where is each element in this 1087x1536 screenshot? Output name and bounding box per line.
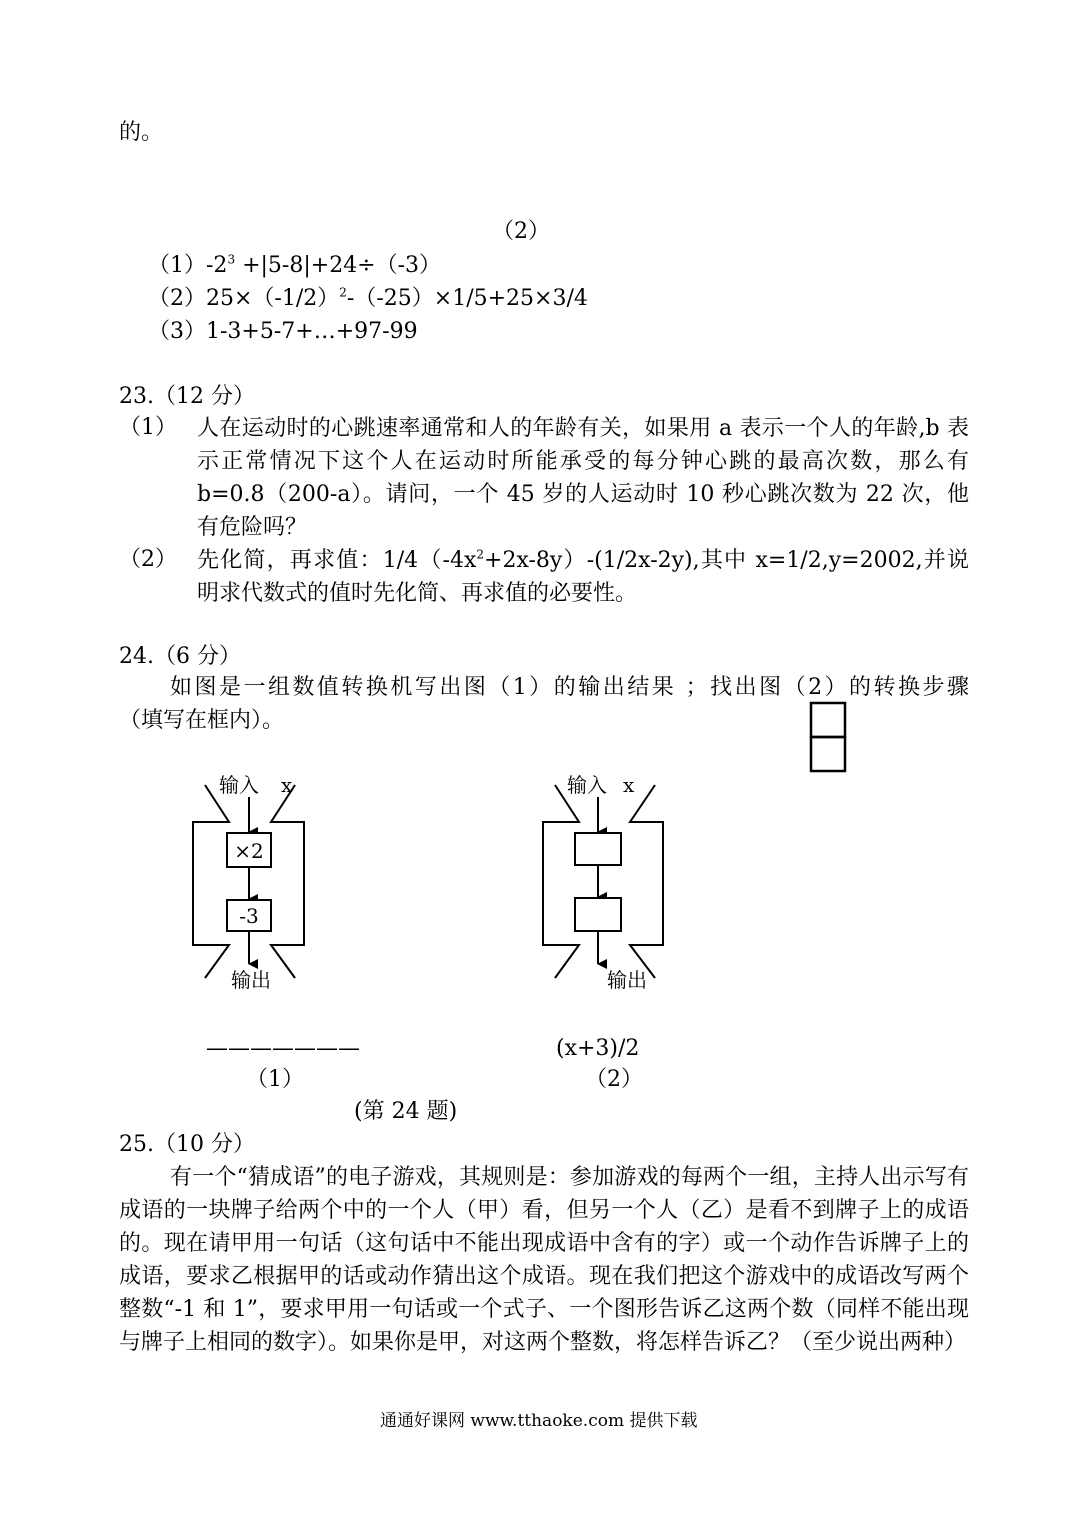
fig2-box-step1 <box>575 833 621 865</box>
q22-item-2: $(2)25\times(-1/2)^2-(-25)\times 1/5+25\times 3/4$ <box>148 285 588 311</box>
fig1-outline-left <box>193 785 229 978</box>
fig2-outline-left <box>543 785 579 978</box>
q22-part-marker: （2） <box>492 219 550 244</box>
q23-part-2-text: 先化简，再求值：$1/4(-4x^2+2x-8y)-(1/2x-2y)$,其中 x=1/2,y=2002,并说明求代数式的值时先化简、再求值的必要性。 <box>197 547 969 606</box>
q25-header: 25.（10 分） <box>119 1132 255 1157</box>
fig1-op2-text: -3 <box>239 904 259 928</box>
answer-box-stack <box>808 701 848 775</box>
q24-body-line-1: 如图是一组数值转换机写出图（1）的输出结果 ；找出图（2）的转换步骤 <box>170 675 969 700</box>
answer-box-top <box>811 703 845 737</box>
fig2-output-label: 输出 <box>607 968 647 992</box>
fig2-result: (x+3)/2 <box>556 1036 640 1061</box>
fig1-input-label: 输入 <box>219 773 259 797</box>
fig1-caption: （1） <box>246 1067 304 1092</box>
figure-caption: (第 24 题) <box>354 1099 458 1124</box>
fig2-input-label: 输入 <box>567 773 607 797</box>
fig2-caption: （2） <box>585 1067 643 1092</box>
figure-1-converter <box>185 765 335 1000</box>
q23-part-1-label: （1） <box>119 415 177 440</box>
q22-item-1: $(1)-2^3 +|5-8|+24\div(-3)$ <box>148 252 442 278</box>
q23-header: 23.（12 分） <box>119 384 255 409</box>
fig1-output-label: 输出 <box>231 968 271 992</box>
q23-part-1-text: 人在运动时的心跳速率通常和人的年龄有关，如果用 a 表示一个人的年龄,b 表示正常情况下这个人在运动时所能承受的每分钟心跳的最高次数，那么有 b=0.8（200-a）。请问，一个 45 岁的人运动时 10 秒心跳次数为 22 次，他有危险吗？ <box>197 416 969 540</box>
q22-item-3: （3）1-3+5-7+…+97-99 <box>148 319 418 344</box>
q23-part-2-label: （2） <box>119 547 177 572</box>
q25-body: 有一个“猜成语”的电子游戏，其规则是：参加游戏的每两个一组，主持人出示写有成语的一块牌子给两个中的一个人（甲）看，但另一个人（乙）是看不到牌子上的成语的。现在请甲用一句话（这句话中不能出现成语中含有的字）或一个动作告诉牌子上的成语，要求乙根据甲的话或动作猜出这个成语。现在我们把这个游戏中的成语改写两个整数“-1 和 1”，要求甲用一句话或一个式子、一个图形告诉乙这两个数（同样不能出现与牌子上相同的数字）。如果你是甲，对这两个整数，将怎样告诉乙？（至少说出两种） <box>119 1165 969 1355</box>
fig1-input-var: x <box>281 773 293 797</box>
answer-box-bottom <box>811 737 845 771</box>
fig1-outline-right <box>271 785 304 978</box>
q24-header: 24.（6 分） <box>119 644 241 669</box>
fig2-input-var: x <box>623 773 635 797</box>
fig1-answer-blank: ——————— <box>206 1036 360 1061</box>
fig2-box-step2 <box>575 898 621 931</box>
fig1-op1-text: ×2 <box>234 839 264 863</box>
q24-body-line-2: （填写在框内）。 <box>119 708 285 733</box>
page-footer: 通通好课网 www.tthaoke.com 提供下载 <box>380 1411 698 1431</box>
fig2-outline-right <box>630 785 663 978</box>
figure-2-converter <box>535 765 685 1000</box>
page-fragment: 的。 <box>119 120 164 145</box>
